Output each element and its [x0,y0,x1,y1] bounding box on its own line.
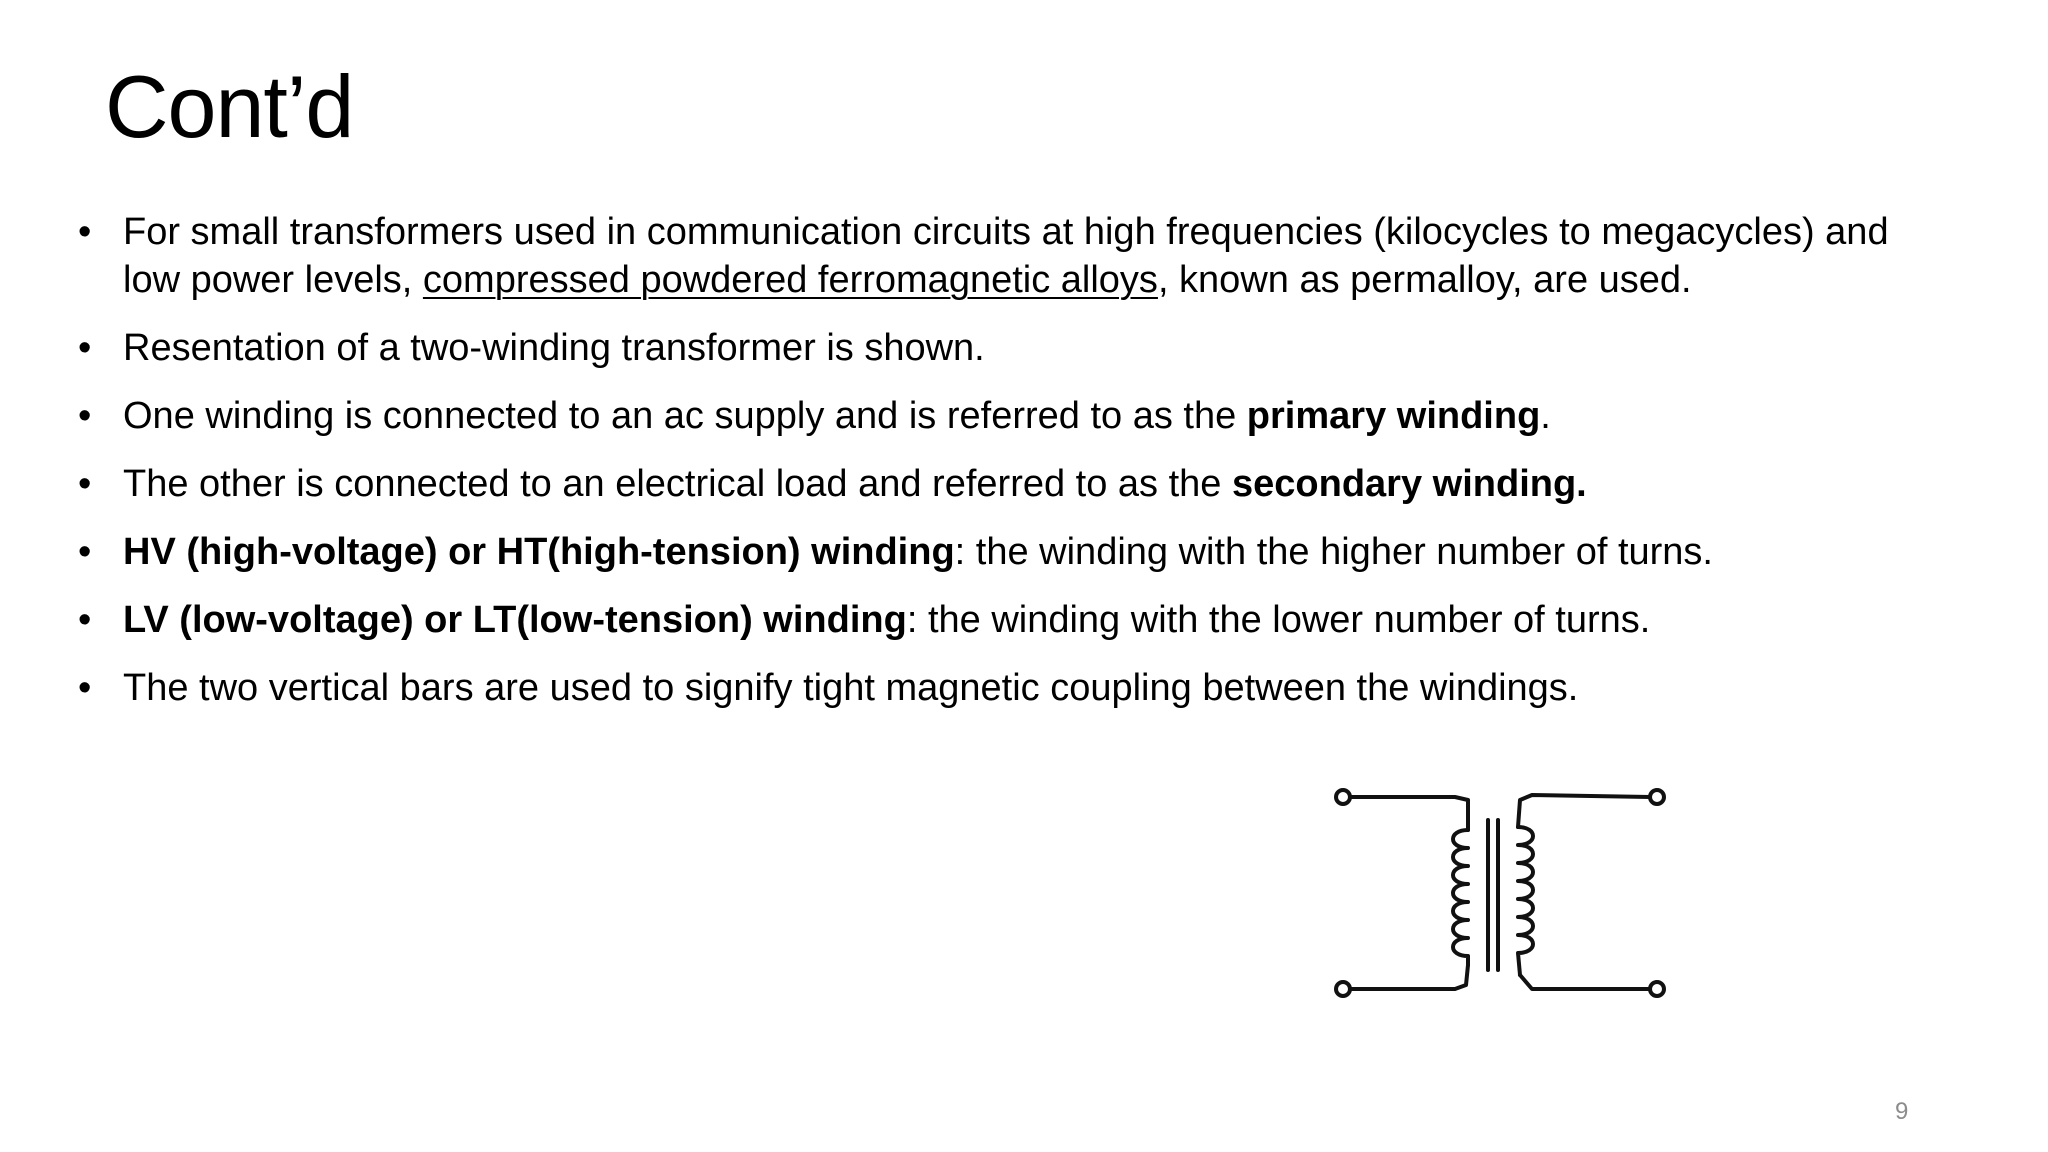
primary-lead-top [1350,797,1468,830]
bullet-text: One winding is connected to an ac supply and is referred to as the [123,395,1247,437]
terminal [1650,982,1664,996]
list-item [78,392,1978,440]
terminal [1650,790,1664,804]
bullet-text: Resentation of a two-winding transformer is shown. [123,327,985,369]
slide-title: Cont’d [105,57,354,156]
bullet-list [78,208,1978,732]
transformer-symbol-icon [1320,775,1675,1005]
bullet-marker: • [78,327,92,369]
bullet-marker: • [78,211,92,253]
list-item [78,324,1978,372]
bullet-marker: • [78,667,92,709]
list-item [78,596,1978,644]
underlined-text: compressed powdered ferromagnetic alloys [422,259,1158,301]
bold-term: secondary winding. [1232,463,1587,505]
bullet-text: : the winding with the higher number of turns. [954,531,1713,573]
list-item [78,528,1978,576]
terminal [1336,982,1350,996]
bullet-text: The other is connected to an electrical load and referred to as the [123,463,1232,505]
list-item [78,664,1978,712]
bullet-text-line: For small transformers used in communication circuits at high frequencies (kilocycles to megacycles) and [123,211,1889,253]
terminal [1336,790,1350,804]
secondary-coil [1518,827,1533,975]
primary-coil [1453,830,1468,965]
bold-term: HV (high-voltage) or HT(high-tension) winding [123,531,955,573]
bullet-marker: • [78,463,92,505]
bullet-text: , known as permalloy, are used. [1157,259,1692,301]
primary-lead-bottom [1350,965,1468,989]
bullet-text: : the winding with the lower number of turns. [906,599,1651,641]
list-item [78,208,1978,304]
secondary-lead-bottom [1520,975,1650,989]
page-number: 9 [1895,1098,1909,1125]
bold-term: primary winding [1246,395,1541,437]
bullet-marker: • [78,395,92,437]
bullet-text: low power levels, [123,259,423,301]
bullet-text-line [123,256,1978,304]
bold-term: LV (low-voltage) or LT(low-tension) winding [123,599,907,641]
list-item [78,460,1978,508]
bullet-text: . [1540,395,1551,437]
bullet-marker: • [78,531,92,573]
secondary-lead-top [1518,795,1650,827]
bullet-text: The two vertical bars are used to signify tight magnetic coupling between the windings. [123,667,1579,709]
bullet-marker: • [78,599,92,641]
